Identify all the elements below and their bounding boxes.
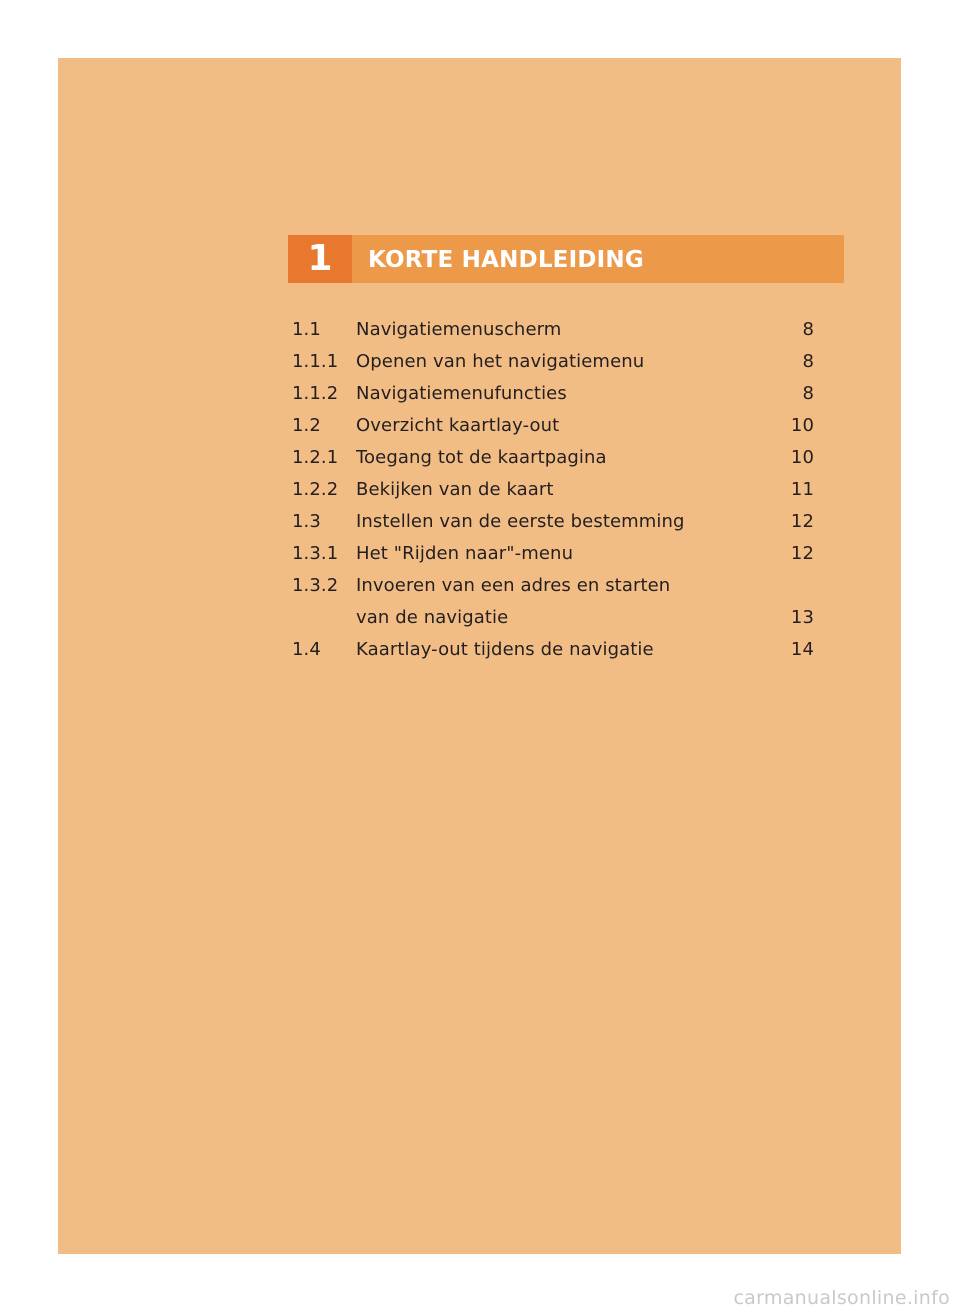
toc-entry-number: 1.1: [292, 319, 321, 340]
toc-entry[interactable]: [292, 346, 814, 378]
toc-entry[interactable]: [292, 506, 814, 538]
toc-entry[interactable]: [292, 474, 814, 506]
toc-entry-title: Instellen van de eerste bestemming: [356, 511, 685, 532]
toc-entry-page: 10: [790, 447, 814, 468]
toc-entry-page: 11: [790, 479, 814, 500]
table-of-contents: [292, 314, 814, 666]
toc-entry[interactable]: [292, 314, 814, 346]
toc-entry-title: Navigatiemenufuncties: [356, 383, 567, 404]
toc-entry-page: 8: [802, 319, 814, 340]
toc-entry-page: 8: [802, 351, 814, 372]
toc-entry-page: 12: [790, 511, 814, 532]
toc-entry-number: 1.1.2: [292, 383, 339, 404]
toc-entry-title: Het "Rijden naar"-menu: [356, 543, 574, 564]
toc-entry-number: 1.2.1: [292, 447, 339, 468]
toc-entry-page: 13: [790, 607, 814, 628]
toc-entry-number: 1.4: [292, 639, 321, 660]
toc-entry-number: 1.3.2: [292, 575, 339, 596]
toc-entry-number: 1.1.1: [292, 351, 339, 372]
chapter-header: [288, 235, 844, 283]
toc-entry-page: 10: [790, 415, 814, 436]
toc-entry[interactable]: [292, 410, 814, 442]
toc-entry-title: Overzicht kaartlay-out: [356, 415, 560, 436]
chapter-number: 1: [288, 235, 352, 283]
toc-entry[interactable]: [292, 378, 814, 410]
toc-entry-page: 12: [790, 543, 814, 564]
toc-entry[interactable]: [292, 634, 814, 666]
toc-entry-page: 8: [802, 383, 814, 404]
toc-entry-number: 1.3: [292, 511, 321, 532]
toc-entry[interactable]: [292, 442, 814, 474]
toc-entry-title: Navigatiemenuscherm: [356, 319, 562, 340]
toc-entry-title: Bekijken van de kaart: [356, 479, 554, 500]
toc-entry-title: Toegang tot de kaartpagina: [356, 447, 607, 468]
toc-entry-number: 1.2.2: [292, 479, 339, 500]
toc-entry-number: 1.3.1: [292, 543, 339, 564]
watermark: carmanualsonline.info: [733, 1287, 950, 1309]
toc-entry[interactable]: [292, 538, 814, 570]
toc-entry-title: Kaartlay-out tijdens de navigatie: [356, 639, 654, 660]
toc-entry-title: Invoeren van een adres en starten: [356, 575, 671, 596]
chapter-title: KORTE HANDLEIDING: [352, 235, 844, 283]
toc-entry-page: 14: [790, 639, 814, 660]
toc-entry-title: Openen van het navigatiemenu: [356, 351, 645, 372]
toc-entry-title: van de navigatie: [356, 607, 509, 628]
toc-entry-number: 1.2: [292, 415, 321, 436]
toc-entry-continuation[interactable]: [292, 602, 814, 634]
toc-entry[interactable]: [292, 570, 814, 602]
